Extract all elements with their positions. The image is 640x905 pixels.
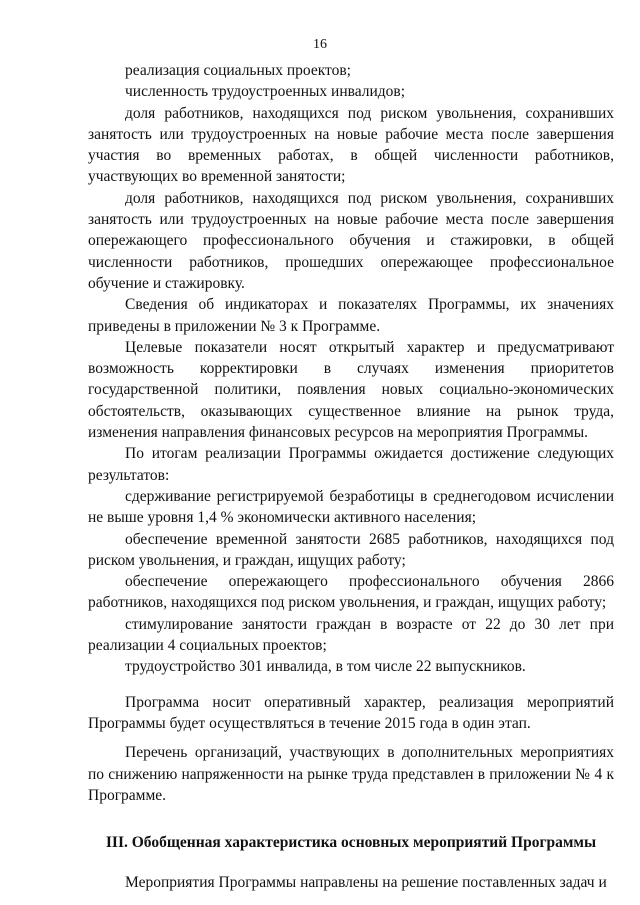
paragraph: трудоустройство 301 инвалида, в том числе 22 выпускников.: [125, 658, 526, 676]
paragraph: численность трудоустроенных инвалидов;: [125, 83, 406, 101]
paragraph: Сведения об индикаторах и показателях Программы, их значениях приведены в приложении № 3 к Программе.: [88, 296, 614, 335]
paragraph: Перечень организаций, участвующих в дополнительных мероприятиях по снижению напряженности на рынке труда представлен в приложении № 4 к Программе.: [88, 744, 614, 804]
section-heading: III. Обобщенная характеристика основных мероприятий Программы: [105, 834, 597, 852]
paragraph: обеспечение временной занятости 2685 работников, находящихся под риском увольнения, и граждан, ищущих работу;: [88, 530, 614, 569]
paragraph: доля работников, находящихся под риском увольнения, сохранивших занятость или трудоустроенных на новые рабочие места после завершения участия во временных работах, в общей численности работников, участвующих во временной занятости;: [88, 104, 614, 186]
document-body: [88, 60, 614, 893]
paragraph: сдерживание регистрируемой безработицы в среднегодовом исчислении не выше уровня 1,4 % экономически активного населения;: [88, 487, 614, 527]
paragraph: По итогам реализации Программы ожидается достижение следующих результатов:: [88, 445, 614, 484]
paragraph: доля работников, находящихся под риском увольнения, сохранивших занятость или трудоустроенных на новые рабочие места после завершения опережающего профессионального обучения и стажировки, в общей численности работников, прошедших опережающее профессиональное обучение и стажировку.: [88, 189, 614, 292]
paragraph: Целевые показатели носят открытый характер и предусматривают возможность корректировки в случаях изменения приоритетов государственной политики, появления новых социально-экономических обстоятельств, оказывающих существенное влияние на рынок труда, изменения направления финансовых ресурсов на мероприятия Программы.: [88, 338, 614, 442]
paragraph: реализация социальных проектов;: [125, 62, 351, 79]
paragraph: стимулирование занятости граждан в возрасте от 22 до 30 лет при реализации 4 социальных проектов;: [88, 615, 614, 655]
paragraph: Программа носит оперативный характер, реализация мероприятий Программы будет осуществляться в течение 2015 года в один этап.: [88, 693, 614, 732]
paragraph: обеспечение опережающего профессионального обучения 2866 работников, находящихся под риском увольнения, и граждан, ищущих работу;: [88, 573, 614, 612]
page-number: 16: [313, 37, 327, 52]
paragraph: Мероприятия Программы направлены на решение поставленных задач и: [125, 874, 607, 892]
